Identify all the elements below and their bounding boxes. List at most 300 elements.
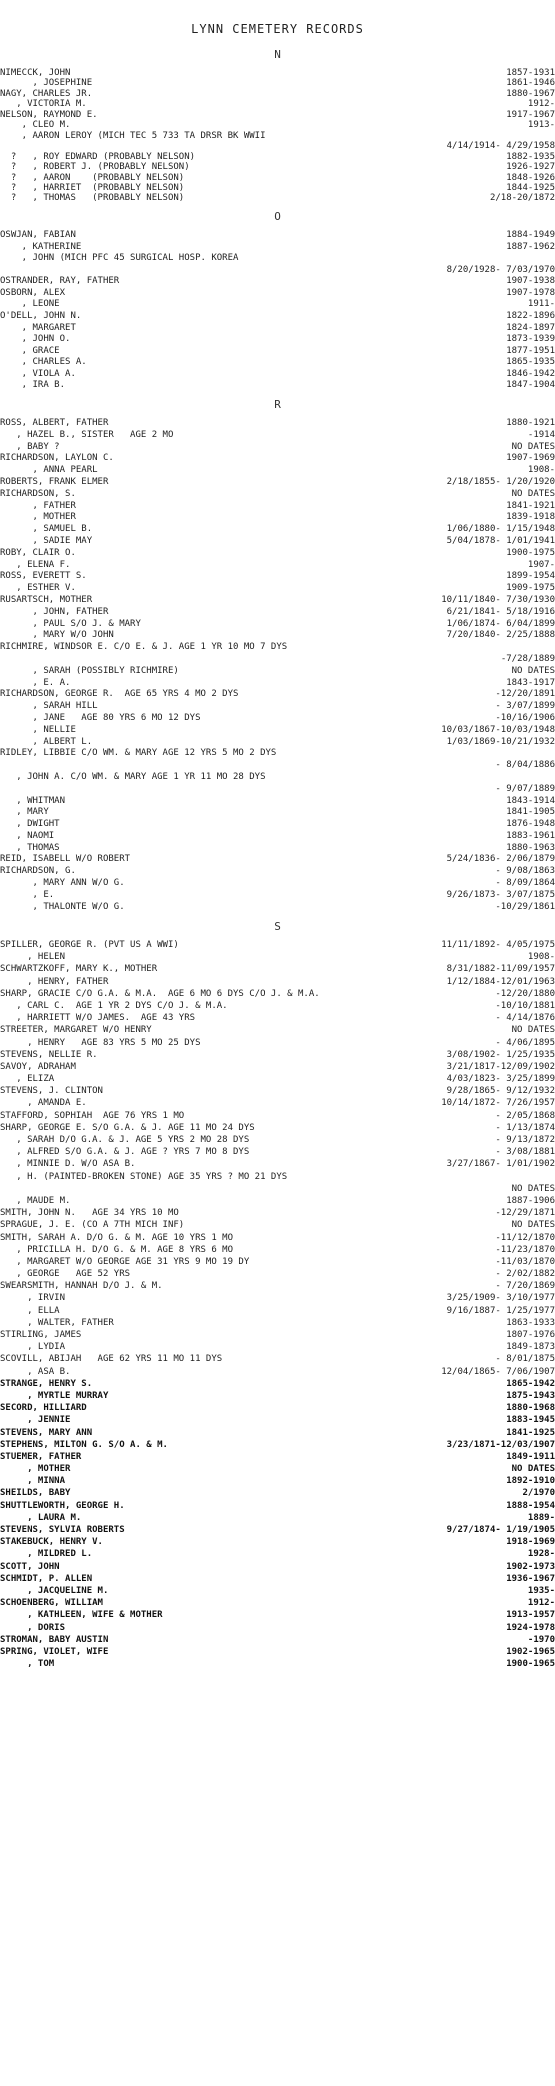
record-name: SCOTT, JOHN xyxy=(0,1561,60,1572)
record-dates: 3/08/1902- 1/25/1935 xyxy=(446,1049,555,1060)
record-name: , SAMUEL B. xyxy=(0,524,93,535)
record-row xyxy=(0,1354,555,1366)
record-dates: NO DATES xyxy=(511,1464,555,1475)
record-name: RICHARDSON, GEORGE R. AGE 65 YRS 4 MO 2 DYS xyxy=(0,689,239,700)
record-name: , MARGARET W/O GEORGE AGE 31 YRS 9 MO 19 DY xyxy=(0,1256,250,1267)
record-row xyxy=(0,760,555,772)
record-name: ? , THOMAS (PROBABLY NELSON) xyxy=(0,193,185,204)
record-row xyxy=(0,1403,555,1415)
record-row xyxy=(0,1111,555,1123)
record-row xyxy=(0,666,555,678)
record-dates: 1865-1935 xyxy=(506,357,555,368)
record-row xyxy=(0,784,555,796)
record-dates: 1900-1965 xyxy=(506,1659,555,1670)
record-row xyxy=(0,1123,555,1135)
section-n xyxy=(0,68,555,204)
record-row xyxy=(0,1647,555,1659)
record-name: , LEONE xyxy=(0,299,60,310)
record-row xyxy=(0,843,555,855)
record-dates: 1935- xyxy=(527,1585,555,1596)
record-dates: 1936-1967 xyxy=(506,1573,555,1584)
record-row xyxy=(0,1172,555,1184)
record-dates: -11/03/1870 xyxy=(495,1256,555,1267)
record-row xyxy=(0,1001,555,1013)
record-name: , JOHN, FATHER xyxy=(0,606,109,617)
record-name: , ESTHER V. xyxy=(0,583,76,594)
record-dates: - 4/14/1876 xyxy=(495,1013,555,1024)
record-dates: 1/06/1880- 1/15/1948 xyxy=(446,524,555,535)
record-row xyxy=(0,131,555,141)
record-row xyxy=(0,276,555,288)
record-dates: 1913-1957 xyxy=(506,1610,555,1621)
record-name: , SADIE MAY xyxy=(0,535,93,546)
record-dates: NO DATES xyxy=(511,1025,555,1036)
record-dates: 2/1970 xyxy=(522,1488,555,1499)
record-dates: -12/20/1880 xyxy=(495,988,555,999)
record-row xyxy=(0,1025,555,1037)
record-row xyxy=(0,1574,555,1586)
record-name: , WALTER, FATHER xyxy=(0,1317,114,1328)
record-name: , MARY xyxy=(0,807,49,818)
record-row xyxy=(0,1391,555,1403)
record-row xyxy=(0,642,555,654)
record-row xyxy=(0,1220,555,1232)
record-name: , ELLA xyxy=(0,1305,60,1316)
record-name: , VIOLA A. xyxy=(0,368,76,379)
record-name: STEVENS, SYLVIA ROBERTS xyxy=(0,1525,125,1535)
record-name: OSWJAN, FABIAN xyxy=(0,230,76,240)
record-row xyxy=(0,68,555,78)
record-name: SWEARSMITH, HANNAH D/O J. & M. xyxy=(0,1281,163,1292)
record-dates: 1824-1897 xyxy=(506,322,555,333)
record-dates: 1892-1910 xyxy=(506,1476,555,1487)
record-row xyxy=(0,1281,555,1293)
record-name: RICHARDSON, G. xyxy=(0,866,76,877)
record-dates: 9/28/1865- 9/12/1932 xyxy=(446,1086,555,1097)
record-dates: 1912- xyxy=(527,1598,555,1609)
record-row xyxy=(0,866,555,878)
record-dates: - 3/08/1881 xyxy=(495,1147,555,1158)
record-dates: 1876-1948 xyxy=(506,819,555,830)
record-name: , HAZEL B., SISTER AGE 2 MO xyxy=(0,429,174,440)
record-row xyxy=(0,940,555,952)
record-dates: -12/20/1891 xyxy=(495,689,555,700)
record-row xyxy=(0,831,555,843)
record-dates: 9/16/1887- 1/25/1977 xyxy=(446,1305,555,1316)
record-name: NAGY, CHARLES JR. xyxy=(0,88,93,99)
record-dates: - 8/04/1886 xyxy=(495,760,555,771)
record-row xyxy=(0,489,555,501)
record-dates: 1873-1939 xyxy=(506,334,555,345)
record-row xyxy=(0,1367,555,1379)
record-row xyxy=(0,524,555,536)
record-row xyxy=(0,453,555,465)
record-name: , BABY ? xyxy=(0,441,60,452)
record-name: , LAURA M. xyxy=(0,1512,82,1523)
record-name: STEVENS, MARY ANN xyxy=(0,1427,93,1438)
record-dates: 1880-1967 xyxy=(506,88,555,99)
record-dates: -11/12/1870 xyxy=(495,1232,555,1243)
record-dates: 1907-1938 xyxy=(506,276,555,287)
record-row xyxy=(0,1269,555,1281)
record-dates: 1877-1951 xyxy=(506,345,555,356)
record-dates: 1841-1905 xyxy=(506,807,555,818)
record-name: REID, ISABELL W/O ROBERT xyxy=(0,854,131,865)
record-name: , THALONTE W/O G. xyxy=(0,901,125,912)
record-dates: 5/24/1836- 2/06/1879 xyxy=(446,854,555,865)
record-dates: - 4/06/1895 xyxy=(495,1037,555,1048)
record-dates: 1900-1975 xyxy=(506,547,555,558)
record-name: ROBERTS, FRANK ELMER xyxy=(0,476,109,487)
record-row xyxy=(0,89,555,99)
record-row xyxy=(0,442,555,454)
record-row xyxy=(0,357,555,369)
record-row xyxy=(0,1501,555,1513)
record-dates: 7/20/1840- 2/25/1888 xyxy=(446,630,555,641)
record-dates: 8/20/1928- 7/03/1970 xyxy=(446,264,555,275)
record-dates: -7/28/1889 xyxy=(500,653,555,664)
record-name: , FATHER xyxy=(0,500,76,511)
record-dates: 10/11/1840- 7/30/1930 xyxy=(441,594,555,605)
record-dates: 8/31/1882-11/09/1957 xyxy=(446,964,555,975)
section-letter: S xyxy=(274,920,281,933)
record-row xyxy=(0,346,555,358)
record-row xyxy=(0,253,555,265)
document-title: LYNN CEMETERY RECORDS xyxy=(191,22,364,36)
record-name: , THOMAS xyxy=(0,842,60,853)
record-name: , WHITMAN xyxy=(0,795,66,806)
record-dates: 1883-1961 xyxy=(506,830,555,841)
record-row xyxy=(0,512,555,524)
record-name: , HELEN xyxy=(0,952,66,963)
record-dates: -10/16/1906 xyxy=(495,712,555,723)
record-name: , KATHLEEN, WIFE & MOTHER xyxy=(0,1610,163,1621)
record-row xyxy=(0,689,555,701)
record-row xyxy=(0,288,555,300)
record-row xyxy=(0,1233,555,1245)
record-row xyxy=(0,1159,555,1171)
record-dates: 1865-1942 xyxy=(506,1378,555,1389)
record-dates: 1926-1927 xyxy=(506,162,555,173)
record-name: , PAUL S/O J. & MARY xyxy=(0,618,141,629)
record-row xyxy=(0,1525,555,1537)
record-row xyxy=(0,1074,555,1086)
record-row xyxy=(0,323,555,335)
record-name: , MAUDE M. xyxy=(0,1195,71,1206)
record-dates: 1899-1954 xyxy=(506,571,555,582)
record-dates: 1849-1911 xyxy=(506,1451,555,1462)
record-row xyxy=(0,713,555,725)
record-row xyxy=(0,1464,555,1476)
record-row xyxy=(0,607,555,619)
record-dates: NO DATES xyxy=(511,1220,555,1231)
record-row xyxy=(0,654,555,666)
record-dates: -1914 xyxy=(527,429,555,440)
record-dates: - 7/20/1869 xyxy=(495,1281,555,1292)
record-row xyxy=(0,1184,555,1196)
record-dates: NO DATES xyxy=(511,441,555,452)
record-dates: - 1/13/1874 xyxy=(495,1122,555,1133)
record-name: NELSON, RAYMOND E. xyxy=(0,109,98,120)
record-row xyxy=(0,380,555,392)
record-dates: 1843-1914 xyxy=(506,795,555,806)
record-name: , HARRIETT W/O JAMES. AGE 43 YRS xyxy=(0,1013,196,1024)
record-name: , MARGARET xyxy=(0,322,76,333)
record-name: , ELIZA xyxy=(0,1074,55,1085)
record-dates: 1846-1942 xyxy=(506,368,555,379)
record-dates: 1902-1973 xyxy=(506,1561,555,1572)
record-name: , H. (PAINTED-BROKEN STONE) AGE 35 YRS ? MO 21 DYS xyxy=(0,1171,288,1182)
record-row xyxy=(0,1196,555,1208)
record-name: , GEORGE AGE 52 YRS xyxy=(0,1269,131,1280)
record-name: RICHARDSON, S. xyxy=(0,488,76,499)
record-row xyxy=(0,952,555,964)
record-row xyxy=(0,796,555,808)
record-name: , IRVIN xyxy=(0,1293,66,1304)
record-dates: 1889- xyxy=(527,1512,555,1523)
record-row xyxy=(0,173,555,183)
section-letter: R xyxy=(274,398,281,411)
record-name: , SARAH D/O G.A. & J. AGE 5 YRS 2 MO 28 DYS xyxy=(0,1135,250,1145)
record-name: STRANGE, HENRY S. xyxy=(0,1378,93,1389)
record-dates: - 8/09/1864 xyxy=(495,878,555,889)
record-name: SPILLER, GEORGE R. (PVT US A WWI) xyxy=(0,940,179,950)
record-name: ? , ROY EDWARD (PROBABLY NELSON) xyxy=(0,151,196,162)
record-row xyxy=(0,678,555,690)
record-dates: 1849-1873 xyxy=(506,1342,555,1353)
record-name: , MOTHER xyxy=(0,512,76,523)
record-dates: -10/29/1861 xyxy=(495,901,555,912)
record-name: , JOHN O. xyxy=(0,334,71,345)
record-row xyxy=(0,418,555,430)
record-row xyxy=(0,701,555,713)
record-name: ROSS, EVERETT S. xyxy=(0,571,87,582)
record-dates: 1841-1925 xyxy=(506,1427,555,1438)
record-dates: 4/14/1914- 4/29/1958 xyxy=(446,141,555,152)
record-name: , JACQUELINE M. xyxy=(0,1585,109,1596)
record-row xyxy=(0,1062,555,1074)
record-name: , MOTHER xyxy=(0,1464,71,1475)
record-dates: 1908- xyxy=(527,465,555,476)
record-name: SHUTTLEWORTH, GEORGE H. xyxy=(0,1500,125,1511)
record-name: STEPHENS, MILTON G. S/O A. & M. xyxy=(0,1439,168,1450)
record-name: SHEILDS, BABY xyxy=(0,1488,71,1499)
record-row xyxy=(0,725,555,737)
record-dates: - 2/05/1868 xyxy=(495,1110,555,1121)
record-name: STAKEBUCK, HENRY V. xyxy=(0,1537,103,1548)
record-row xyxy=(0,1318,555,1330)
record-dates: - 9/13/1872 xyxy=(495,1135,555,1145)
record-dates: 1880-1963 xyxy=(506,842,555,853)
record-name: RUSARTSCH, MOTHER xyxy=(0,594,93,605)
record-name: , JOHN A. C/O WM. & MARY AGE 1 YR 11 MO 28 DYS xyxy=(0,771,266,782)
record-name: ? , AARON (PROBABLY NELSON) xyxy=(0,172,185,183)
record-dates: 2/18/1855- 1/20/1920 xyxy=(446,476,555,487)
record-name: SPRAGUE, J. E. (CO A 7TH MICH INF) xyxy=(0,1220,185,1231)
record-dates: 1907-1978 xyxy=(506,287,555,298)
record-name: STEVENS, J. CLINTON xyxy=(0,1086,103,1097)
record-name: , CHARLES A. xyxy=(0,357,87,368)
record-row xyxy=(0,878,555,890)
record-row xyxy=(0,501,555,513)
record-name: SHARP, GEORGE E. S/O G.A. & J. AGE 11 MO 24 DYS xyxy=(0,1122,255,1133)
record-row xyxy=(0,120,555,130)
record-name: , MINNA xyxy=(0,1476,66,1487)
record-name: RICHARDSON, LAYLON C. xyxy=(0,453,114,464)
record-dates: 1918-1969 xyxy=(506,1537,555,1548)
record-row xyxy=(0,1147,555,1159)
record-name: OSTRANDER, RAY, FATHER xyxy=(0,276,120,287)
record-dates: 1847-1904 xyxy=(506,380,555,391)
record-row xyxy=(0,977,555,989)
record-dates: 2/18-20/1872 xyxy=(489,193,555,204)
record-dates: -1970 xyxy=(527,1634,555,1645)
record-name: , NAOMI xyxy=(0,830,55,841)
record-name: , MARY ANN W/O G. xyxy=(0,878,125,889)
record-row xyxy=(0,1098,555,1110)
record-dates: 1857-1931 xyxy=(506,68,555,78)
record-dates: 1884-1949 xyxy=(506,230,555,240)
record-name: STUEMER, FATHER xyxy=(0,1451,82,1462)
record-row xyxy=(0,902,555,914)
record-dates: 1848-1926 xyxy=(506,172,555,183)
record-row xyxy=(0,265,555,277)
record-dates: - 8/01/1875 xyxy=(495,1354,555,1365)
record-name: , MYRTLE MURRAY xyxy=(0,1390,109,1401)
record-row xyxy=(0,548,555,560)
record-row xyxy=(0,1476,555,1488)
record-dates: 5/04/1878- 1/01/1941 xyxy=(446,535,555,546)
record-row xyxy=(0,1245,555,1257)
record-dates: 1888-1954 xyxy=(506,1500,555,1511)
record-dates: 1883-1945 xyxy=(506,1415,555,1426)
record-dates: 1863-1933 xyxy=(506,1317,555,1328)
record-row xyxy=(0,1050,555,1062)
record-row xyxy=(0,193,555,203)
section-o xyxy=(0,230,555,392)
record-row xyxy=(0,1379,555,1391)
record-name: , CARL C. AGE 1 YR 2 DYS C/O J. & M.A. xyxy=(0,1000,228,1011)
record-dates: 12/04/1865- 7/06/1907 xyxy=(441,1366,555,1377)
record-name: STAFFORD, SOPHIAH AGE 76 YRS 1 MO xyxy=(0,1110,185,1121)
record-dates: 1807-1976 xyxy=(506,1330,555,1340)
record-dates: 1822-1896 xyxy=(506,310,555,321)
record-dates: 1/12/1884-12/01/1963 xyxy=(446,976,555,987)
record-row xyxy=(0,619,555,631)
record-name: SECORD, HILLIARD xyxy=(0,1403,87,1414)
record-dates: -12/29/1871 xyxy=(495,1208,555,1219)
record-name: STREETER, MARGARET W/O HENRY xyxy=(0,1025,152,1036)
record-name: , ALBERT L. xyxy=(0,736,93,747)
record-dates: 1907-1969 xyxy=(506,453,555,464)
record-row xyxy=(0,1635,555,1647)
record-row xyxy=(0,748,555,760)
record-dates: 1/03/1869-10/21/1932 xyxy=(446,736,555,747)
record-row xyxy=(0,595,555,607)
record-row xyxy=(0,1306,555,1318)
record-name: , NELLIE xyxy=(0,724,76,735)
record-name: , VICTORIA M. xyxy=(0,99,87,110)
record-dates: 1843-1917 xyxy=(506,677,555,688)
record-name: , MINNIE D. W/O ASA B. xyxy=(0,1159,136,1170)
record-name: OSBORN, ALEX xyxy=(0,287,66,298)
record-dates: 10/03/1867-10/03/1948 xyxy=(441,724,555,735)
record-row xyxy=(0,1135,555,1147)
record-dates: - 9/08/1863 xyxy=(495,866,555,877)
record-dates: 1880-1921 xyxy=(506,418,555,428)
section-r xyxy=(0,418,555,913)
record-name: , KATHERINE xyxy=(0,241,82,252)
record-row xyxy=(0,1086,555,1098)
record-name: ? , ROBERT J. (PROBABLY NELSON) xyxy=(0,162,190,173)
record-name: STEVENS, NELLIE R. xyxy=(0,1049,98,1060)
record-dates: 1913- xyxy=(527,120,555,131)
record-name: , MARY W/O JOHN xyxy=(0,630,114,641)
record-row xyxy=(0,311,555,323)
record-dates: 1841-1921 xyxy=(506,500,555,511)
record-name: , LYDIA xyxy=(0,1342,66,1353)
record-dates: 1911- xyxy=(527,299,555,310)
record-row xyxy=(0,99,555,109)
record-row xyxy=(0,1562,555,1574)
record-name: , ASA B. xyxy=(0,1366,71,1377)
record-name: , ANNA PEARL xyxy=(0,465,98,476)
record-row xyxy=(0,1330,555,1342)
record-row xyxy=(0,1537,555,1549)
record-name: ? , HARRIET (PROBABLY NELSON) xyxy=(0,182,185,193)
record-row xyxy=(0,1013,555,1025)
record-name: , IRA B. xyxy=(0,380,66,391)
record-row xyxy=(0,78,555,88)
record-name: SAVOY, ADRAHAM xyxy=(0,1061,76,1072)
record-dates: 1912- xyxy=(527,99,555,110)
record-row xyxy=(0,1342,555,1354)
record-row xyxy=(0,152,555,162)
record-dates: 1882-1935 xyxy=(506,151,555,162)
record-dates: 3/27/1867- 1/01/1902 xyxy=(446,1159,555,1170)
record-row xyxy=(0,1208,555,1220)
section-letter: O xyxy=(274,210,281,223)
record-dates: 9/27/1874- 1/19/1905 xyxy=(446,1525,555,1535)
record-name: , ELENA F. xyxy=(0,559,71,570)
record-name: , MILDRED L. xyxy=(0,1549,93,1560)
record-name: , ALFRED S/O G.A. & J. AGE ? YRS 7 MO 8 DYS xyxy=(0,1147,250,1158)
record-name: SMITH, JOHN N. AGE 34 YRS 10 MO xyxy=(0,1208,179,1219)
record-row xyxy=(0,183,555,193)
record-name: , E. A. xyxy=(0,677,71,688)
record-name: , HENRY AGE 83 YRS 5 MO 25 DYS xyxy=(0,1037,201,1048)
record-name: , DWIGHT xyxy=(0,819,60,830)
record-dates: 1/06/1874- 6/04/1899 xyxy=(446,618,555,629)
record-dates: NO DATES xyxy=(511,488,555,499)
record-dates: -11/23/1870 xyxy=(495,1244,555,1255)
record-dates: 1887-1906 xyxy=(506,1195,555,1206)
record-name: SCHOENBERG, WILLIAM xyxy=(0,1598,103,1609)
record-row xyxy=(0,1610,555,1622)
record-dates: -10/10/1881 xyxy=(495,1000,555,1011)
record-row xyxy=(0,571,555,583)
record-row xyxy=(0,890,555,902)
record-name: , JOSEPHINE xyxy=(0,78,93,89)
record-row xyxy=(0,819,555,831)
record-name: , AMANDA E. xyxy=(0,1098,87,1109)
record-row xyxy=(0,230,555,242)
section-s xyxy=(0,940,555,1671)
record-row xyxy=(0,477,555,489)
record-dates: NO DATES xyxy=(511,665,555,676)
record-row xyxy=(0,110,555,120)
record-row xyxy=(0,162,555,172)
